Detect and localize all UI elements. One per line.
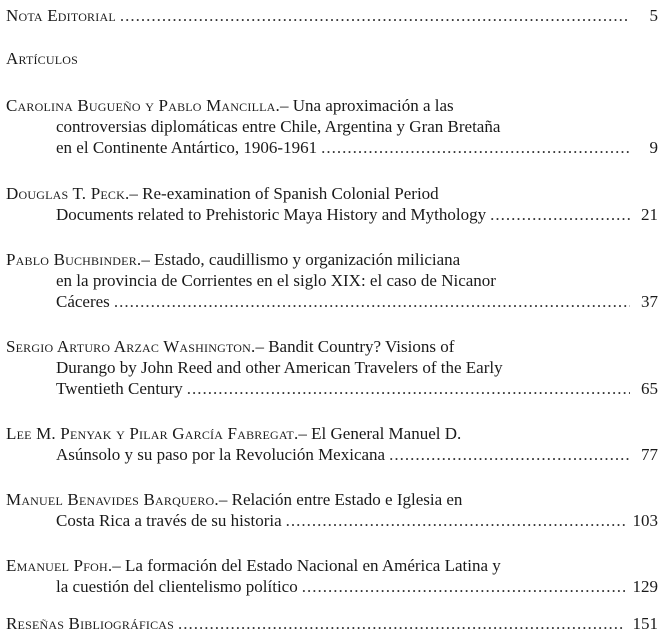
- toc-page-number: 103: [632, 511, 658, 530]
- toc-entry-line[interactable]: [56, 271, 658, 291]
- toc-entry-title-text: Costa Rica a través de su historia: [56, 511, 282, 530]
- toc-entry-title-text: Asúnsolo y su paso por la Revolución Mexicana: [56, 445, 386, 464]
- toc-entry-line[interactable]: [56, 117, 658, 137]
- toc-entry-title-text: controversias diplomáticas entre Chile, Argentina y Gran Bretaña: [56, 117, 501, 136]
- toc-entry-last-line[interactable]: [56, 379, 658, 399]
- dot-leader: [302, 577, 625, 597]
- toc-entry-last-line[interactable]: [56, 445, 658, 465]
- toc-entry-title-text: en la provincia de Corrientes en el siglo XIX: el caso de Nicanor: [56, 271, 496, 290]
- toc-entry-line[interactable]: [6, 490, 658, 510]
- toc-entry-line[interactable]: [56, 358, 658, 378]
- toc-entry-authors: Carolina Bugueño y Pablo Mancilla.: [6, 96, 280, 115]
- dot-leader: [389, 445, 630, 465]
- toc-entry-authors: Douglas T. Peck.: [6, 184, 130, 203]
- dot-leader: [286, 511, 625, 531]
- toc-editorial-row[interactable]: [6, 6, 658, 26]
- dot-leader: [187, 379, 630, 399]
- toc-entry-title-text: – Una aproximación a las: [279, 96, 454, 115]
- toc-page-number: 65: [641, 379, 658, 398]
- toc-page-number: 77: [641, 445, 658, 464]
- toc-page-number: 151: [632, 614, 658, 633]
- toc-entry-line[interactable]: [6, 337, 658, 357]
- toc-page-number: 9: [649, 138, 658, 157]
- toc-reviews-title: Reseñas Bibliográficas: [6, 614, 175, 633]
- toc-entry-authors: Sergio Arturo Arzac Washington.: [6, 337, 256, 356]
- toc-entry-authors: Pablo Buchbinder.: [6, 250, 142, 269]
- toc-entry-last-line[interactable]: [56, 577, 658, 597]
- toc-entry-title-text: – La formación del Estado Nacional en América Latina y: [112, 556, 501, 575]
- toc-entry-title-text: la cuestión del clientelismo político: [56, 577, 298, 596]
- toc-entry-last-line[interactable]: [56, 292, 658, 312]
- toc-entry-line[interactable]: [6, 184, 658, 204]
- toc-entry-authors: Manuel Benavides Barquero.: [6, 490, 219, 509]
- toc-reviews-row[interactable]: [6, 614, 658, 634]
- toc-page-number: 37: [641, 292, 658, 311]
- toc-entry-line[interactable]: [6, 424, 658, 444]
- toc-page-number: 5: [649, 6, 658, 25]
- toc-editorial-title: Nota Editorial: [6, 6, 116, 25]
- toc-entry-last-line[interactable]: [56, 205, 658, 225]
- toc-entry-last-line[interactable]: [56, 511, 658, 531]
- toc-entry-title-text: – Estado, caudillismo y organización miliciana: [141, 250, 461, 269]
- toc-entry-title-text: Documents related to Prehistoric Maya History and Mythology: [56, 205, 487, 224]
- dot-leader: [178, 614, 624, 634]
- toc-entry-title-text: – Re-examination of Spanish Colonial Period: [129, 184, 439, 203]
- toc-entry-title-text: Durango by John Reed and other American Travelers of the Early: [56, 358, 503, 377]
- dot-leader: [321, 138, 630, 158]
- toc-entry-authors: Emanuel Pfoh.: [6, 556, 113, 575]
- toc-entry-title-text: Cáceres: [56, 292, 110, 311]
- toc-entry-line[interactable]: [6, 250, 658, 270]
- dot-leader: [114, 292, 630, 312]
- toc-entry-title-text: – Bandit Country? Visions of: [255, 337, 455, 356]
- dot-leader: [120, 6, 630, 26]
- toc-entry-line[interactable]: [6, 96, 658, 116]
- toc-entry-authors: Lee M. Penyak y Pilar García Fabregat.: [6, 424, 299, 443]
- toc-page-number: 129: [632, 577, 658, 596]
- dot-leader: [490, 205, 630, 225]
- toc-entry-title-text: Twentieth Century: [56, 379, 183, 398]
- toc-page-number: 21: [641, 205, 658, 224]
- toc-entry-last-line[interactable]: [56, 138, 658, 158]
- toc-entry-title-text: – El General Manuel D.: [298, 424, 462, 443]
- section-heading-articles: Artículos: [6, 49, 79, 68]
- toc-entry-line[interactable]: [6, 556, 658, 576]
- toc-entry-title-text: en el Continente Antártico, 1906-1961: [56, 138, 318, 157]
- toc-entry-title-text: – Relación entre Estado e Iglesia en: [218, 490, 463, 509]
